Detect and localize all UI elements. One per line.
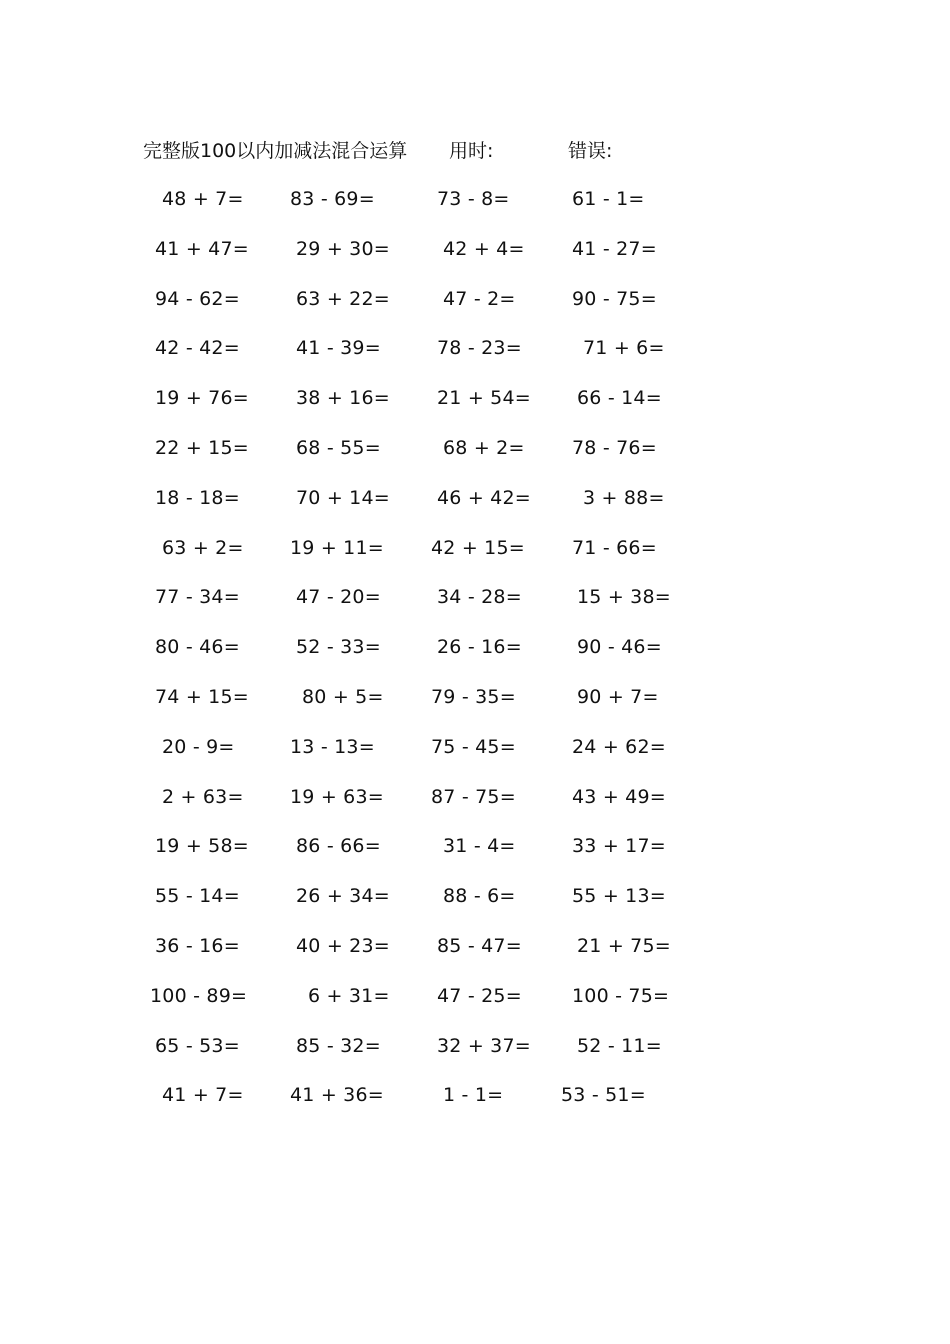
math-problem: 26 - 16= — [437, 636, 522, 659]
math-problem: 22 + 15= — [155, 437, 249, 459]
problem-row — [0, 831, 950, 861]
problem-row — [0, 333, 950, 363]
problem-row — [0, 433, 950, 463]
math-problem: 85 - 47= — [437, 935, 522, 957]
math-problem: 47 - 20= — [296, 586, 381, 609]
math-problem: 83 - 69= — [290, 188, 375, 210]
math-problem: 94 - 62= — [155, 287, 240, 310]
math-problem: 42 + 15= — [431, 536, 525, 559]
math-problem: 71 + 6= — [583, 337, 665, 360]
math-problem: 13 - 13= — [290, 735, 375, 758]
math-problem: 90 + 7= — [577, 686, 659, 708]
math-problem: 65 - 53= — [155, 1034, 240, 1057]
math-problem: 15 + 38= — [577, 586, 671, 609]
math-problem: 55 - 14= — [155, 885, 240, 908]
math-problem: 78 - 76= — [572, 437, 657, 459]
math-problem: 78 - 23= — [437, 337, 522, 360]
math-problem: 47 - 25= — [437, 984, 522, 1007]
problem-row — [0, 732, 950, 762]
math-problem: 43 + 49= — [572, 785, 666, 808]
problem-row — [0, 234, 950, 264]
math-problem: 75 - 45= — [431, 735, 516, 758]
math-problem: 18 - 18= — [155, 486, 240, 509]
math-problem: 68 + 2= — [443, 437, 525, 459]
math-problem: 63 + 2= — [162, 536, 244, 559]
math-problem: 88 - 6= — [443, 885, 516, 908]
math-problem: 42 - 42= — [155, 337, 240, 360]
math-problem: 63 + 22= — [296, 287, 390, 310]
math-problem: 2 + 63= — [162, 785, 244, 808]
math-problem: 41 - 27= — [572, 237, 657, 260]
math-problem: 40 + 23= — [296, 935, 390, 957]
math-problem: 73 - 8= — [437, 188, 510, 210]
math-problem: 80 - 46= — [155, 636, 240, 659]
problem-row — [0, 1031, 950, 1061]
math-problem: 80 + 5= — [302, 686, 384, 708]
math-problem: 77 - 34= — [155, 586, 240, 609]
problem-row — [0, 1080, 950, 1110]
problem-row — [0, 284, 950, 314]
math-problem: 1 - 1= — [443, 1084, 504, 1107]
math-problem: 100 - 75= — [572, 984, 670, 1007]
math-problem: 24 + 62= — [572, 735, 666, 758]
math-problem: 90 - 75= — [572, 287, 657, 310]
problem-row — [0, 533, 950, 563]
math-problem: 6 + 31= — [308, 984, 390, 1007]
math-problem: 100 - 89= — [150, 984, 248, 1007]
math-problem: 48 + 7= — [162, 188, 244, 210]
math-problem: 74 + 15= — [155, 686, 249, 708]
problem-row — [0, 881, 950, 911]
math-problem: 3 + 88= — [583, 486, 665, 509]
math-problem: 21 + 54= — [437, 387, 531, 410]
math-problem: 31 - 4= — [443, 835, 516, 858]
math-problem: 52 - 33= — [296, 636, 381, 659]
math-problem: 41 - 39= — [296, 337, 381, 360]
problem-row — [0, 582, 950, 612]
math-problem: 20 - 9= — [162, 735, 235, 758]
math-problem: 66 - 14= — [577, 387, 662, 410]
math-problem: 53 - 51= — [561, 1084, 646, 1107]
math-problem: 19 + 63= — [290, 785, 384, 808]
math-problem: 33 + 17= — [572, 835, 666, 858]
math-problem: 70 + 14= — [296, 486, 390, 509]
math-problem: 36 - 16= — [155, 935, 240, 957]
time-label: 用时: — [449, 140, 494, 162]
math-problem: 61 - 1= — [572, 188, 645, 210]
math-problem: 32 + 37= — [437, 1034, 531, 1057]
math-problem: 46 + 42= — [437, 486, 531, 509]
problem-row — [0, 981, 950, 1011]
problem-row — [0, 782, 950, 812]
math-problem: 19 + 76= — [155, 387, 249, 410]
problem-row — [0, 184, 950, 214]
math-problem: 41 + 36= — [290, 1084, 384, 1107]
math-problem: 86 - 66= — [296, 835, 381, 858]
math-problem: 21 + 75= — [577, 935, 671, 957]
math-problem: 34 - 28= — [437, 586, 522, 609]
math-problem: 68 - 55= — [296, 437, 381, 459]
math-problem: 71 - 66= — [572, 536, 657, 559]
worksheet-title: 完整版100以内加减法混合运算 — [143, 140, 408, 162]
math-problem: 52 - 11= — [577, 1034, 662, 1057]
math-problem: 87 - 75= — [431, 785, 516, 808]
math-problem: 41 + 7= — [162, 1084, 244, 1107]
math-problem: 85 - 32= — [296, 1034, 381, 1057]
math-problem: 26 + 34= — [296, 885, 390, 908]
math-problem: 47 - 2= — [443, 287, 516, 310]
math-problem: 79 - 35= — [431, 686, 516, 708]
math-problem: 42 + 4= — [443, 237, 525, 260]
problem-row — [0, 632, 950, 662]
problem-row — [0, 931, 950, 961]
problem-row — [0, 682, 950, 712]
math-problem: 90 - 46= — [577, 636, 662, 659]
math-problem: 38 + 16= — [296, 387, 390, 410]
math-problem: 29 + 30= — [296, 237, 390, 260]
math-problem: 55 + 13= — [572, 885, 666, 908]
error-label: 错误: — [568, 140, 613, 162]
math-problem: 41 + 47= — [155, 237, 249, 260]
math-problem: 19 + 58= — [155, 835, 249, 858]
problem-row — [0, 483, 950, 513]
math-problem: 19 + 11= — [290, 536, 384, 559]
problem-row — [0, 383, 950, 413]
